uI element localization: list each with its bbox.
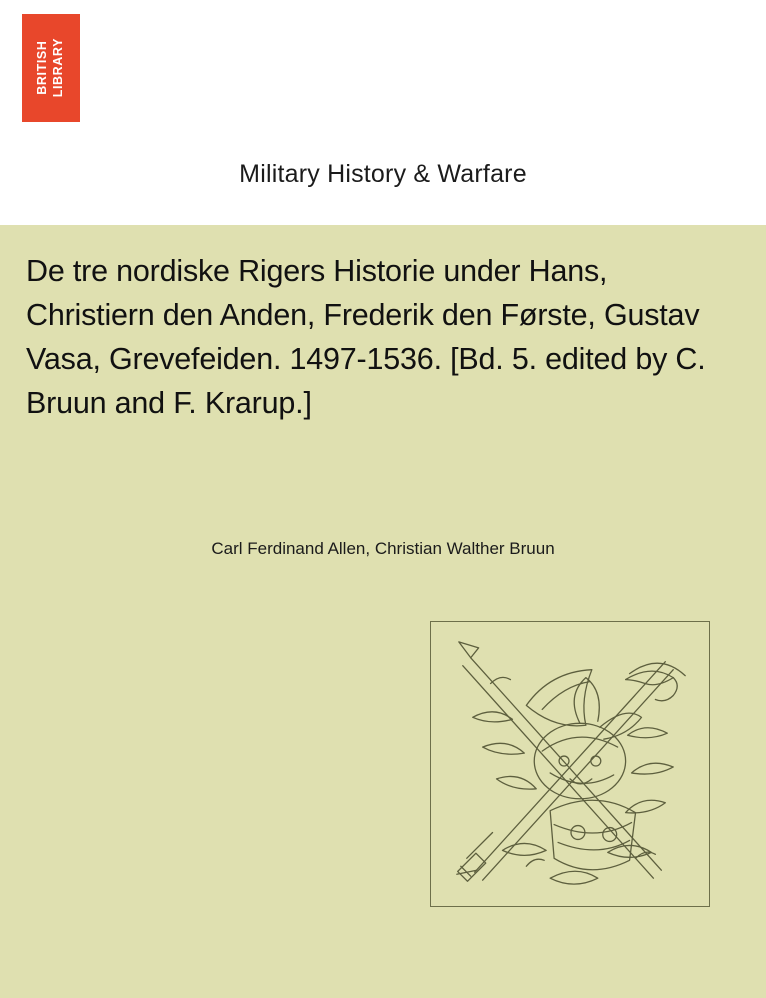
british-library-logo-text [35, 38, 66, 97]
category-label: Military History & Warfare [239, 160, 527, 188]
heraldic-trophy-illustration [430, 621, 710, 907]
logo-line-2: LIBRARY [51, 38, 66, 98]
book-title: De tre nordiske Rigers Historie under Hans, Christiern den Anden, Frederik den Første, Gustav Vasa, Grevefeiden. 1497-1536. [Bd. 5. edited by C. Bruun and F. Krarup.] [26, 254, 706, 420]
british-library-logo [22, 14, 80, 122]
logo-line-1: BRITISH [35, 40, 50, 96]
header-band [0, 0, 766, 140]
cover-panel [0, 225, 766, 998]
book-authors: Carl Ferdinand Allen, Christian Walther Bruun [211, 539, 555, 558]
